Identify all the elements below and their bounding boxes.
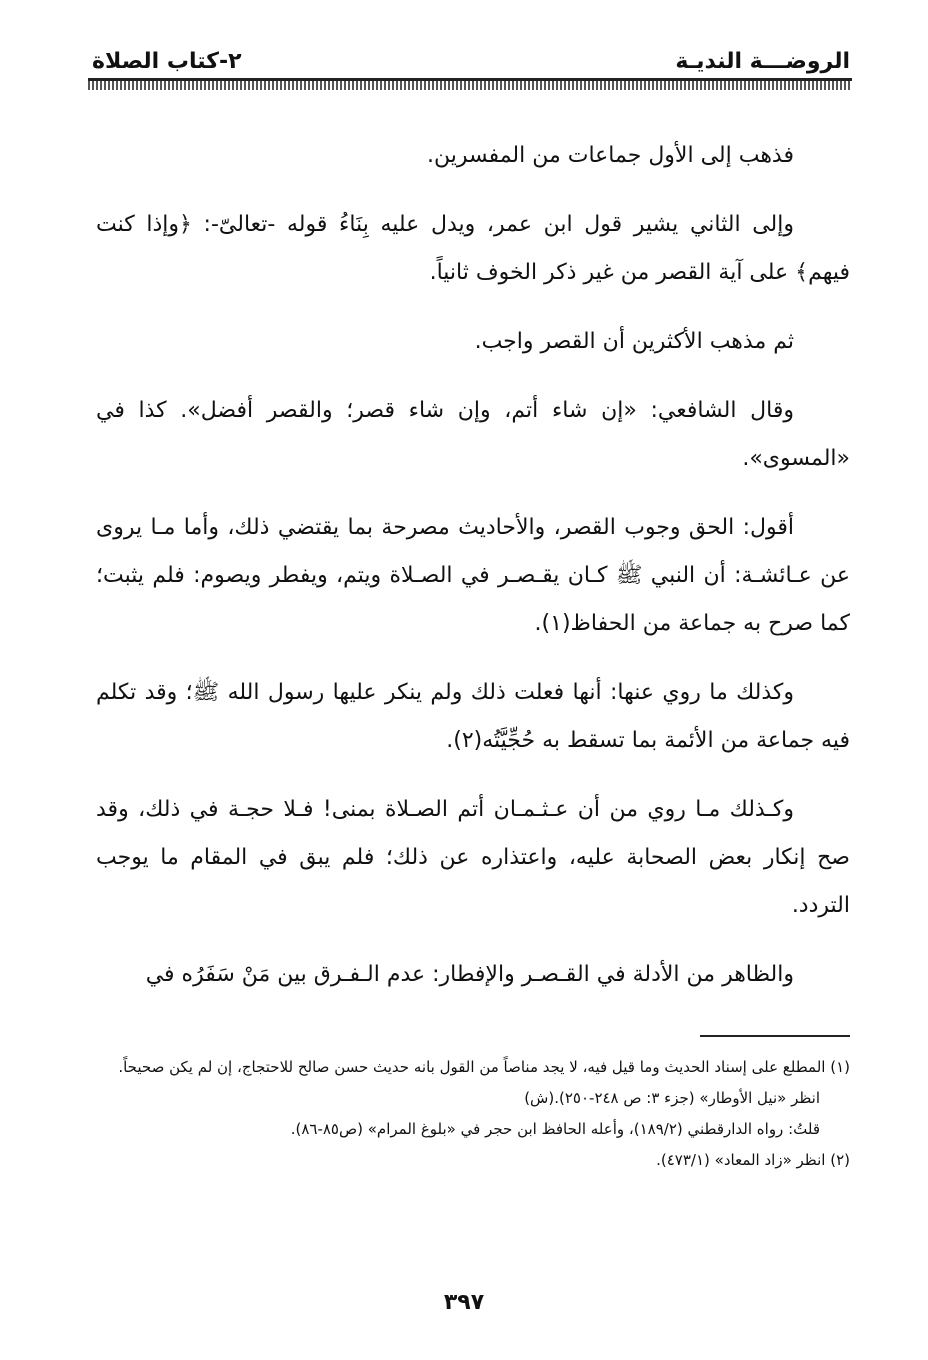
- header-rule: [88, 78, 852, 90]
- page-number: ٣٩٧: [443, 1290, 485, 1315]
- footnotes: [96, 1052, 850, 1176]
- paragraph: والظاهر من الأدلة في القـصـر والإفطار: عدم الـفـرق بين مَنْ سَفَرُه في: [145, 962, 794, 987]
- paragraph: وكذلك ما روي عنها: أنها فعلت ذلك ولم ينكر عليها رسول الله ﷺ؛ وقد تكلم فيه جماعة من الأئمة بما تسقط به حُجِّيَّتُه(٢).: [96, 680, 850, 753]
- paragraph: ثم مذهب الأكثرين أن القصر واجب.: [474, 329, 794, 354]
- paragraph: وإلى الثاني يشير قول ابن عمر، ويدل عليه بِنَاءُ قوله -تعالىّ-: ﴿وإذا كنت فيهم﴾ على آية القصر من غير ذكر الخوف ثانياً.: [96, 212, 850, 285]
- paragraph: أقول: الحق وجوب القصر، والأحاديث مصرحة بما يقتضي ذلك، وأما مـا يروى عن عـائشـة: أن النبي ﷺ كـان يقـصـر في الصـلاة ويتم، ويفطر ويصوم: فلم يثبت؛ كما صرح به جماعة من الحفاظ(١).: [96, 515, 850, 636]
- paragraph: وكـذلك مـا روي من أن عـثـمـان أتم الصـلاة بمنى! فـلا حجـة في ذلك، وقد صح إنكار بعض الصحابة عليه، واعتذاره عن ذلك؛ فلم يبق في المقام ما يوجب التردد.: [96, 797, 850, 918]
- main-text: [96, 132, 850, 1020]
- footnote: (٢) انظر «زاد المعاد» (٤٧٣/١).: [656, 1151, 850, 1169]
- paragraph: فذهب إلى الأول جماعات من المفسرين.: [426, 143, 794, 168]
- chapter-title: ٢-كتاب الصلاة: [92, 49, 242, 74]
- footnote-separator: [700, 1035, 850, 1037]
- paragraph: وقال الشافعي: «إن شاء أتم، وإن شاء قصر؛ والقصر أفضل». كذا في «المسوى».: [96, 398, 850, 471]
- page-header: [92, 38, 850, 74]
- book-title: الروضـــة النديـة: [675, 49, 850, 74]
- footnote: (١) المطلع على إسناد الحديث وما قيل فيه، لا يجد مناصاً من القول بانه حديث حسن صالح للاحتجاج، إن لم يكن صحيحاً.: [118, 1058, 850, 1076]
- footnote: انظر «نيل الأوطار» (جزء ٣: ص ٢٤٨-٢٥٠).(ش): [524, 1089, 820, 1107]
- footnote: قلتُ: رواه الدارقطني (١٨٩/٢)، وأعله الحافظ ابن حجر في «بلوغ المرام» (ص٨٥-٨٦).: [290, 1120, 820, 1138]
